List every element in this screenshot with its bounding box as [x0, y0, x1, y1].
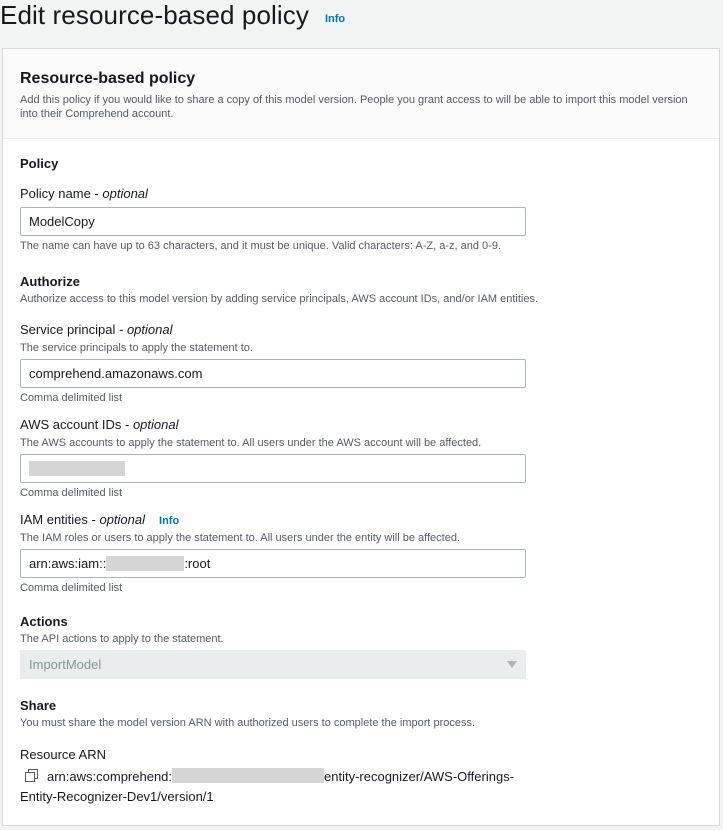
actions-heading: Actions: [20, 614, 68, 629]
iam-entities-hint: Comma delimited list: [20, 582, 123, 594]
actions-description: The API actions to apply to the statement.: [20, 633, 224, 645]
page-title: Edit resource-based policy: [0, 0, 309, 30]
redacted-account-id: [29, 461, 125, 476]
account-ids-hint: Comma delimited list: [20, 487, 123, 499]
account-ids-input[interactable]: [20, 454, 526, 483]
page-header: [0, 0, 723, 36]
panel-header: [3, 49, 719, 139]
authorize-heading: Authorize: [20, 274, 80, 289]
policy-heading: Policy: [20, 156, 59, 171]
service-principal-input[interactable]: comprehend.amazonaws.com: [20, 359, 526, 388]
policy-name-label: Policy name - optional: [20, 186, 148, 201]
resource-arn-value-line2: Entity-Recognizer-Dev1/version/1: [20, 789, 214, 804]
panel-description-line2: into their Comprehend account.: [20, 108, 174, 120]
panel-description: [20, 93, 702, 121]
copy-icon[interactable]: [25, 769, 39, 783]
service-principal-description: The service principals to apply the statement to.: [20, 342, 253, 354]
redacted-iam-account: [106, 556, 184, 571]
service-principal-hint: Comma delimited list: [20, 392, 123, 404]
page-info-link[interactable]: Info: [324, 13, 346, 25]
iam-entities-description: The IAM roles or users to apply the statement to. All users under the entity will be affected.: [20, 532, 461, 544]
policy-name-input[interactable]: ModelCopy: [20, 207, 526, 236]
share-heading: Share: [20, 698, 57, 713]
resource-arn-label: Resource ARN: [20, 747, 106, 762]
share-description: You must share the model version ARN with authorized users to complete the import process.: [20, 717, 476, 729]
resource-arn-value: arn:aws:comprehend: entity-recognizer/AWS-Offerings-: [25, 767, 514, 787]
actions-select[interactable]: ImportModel: [20, 650, 526, 679]
redacted-arn-account: [172, 768, 324, 783]
account-ids-label: AWS account IDs - optional: [20, 417, 179, 432]
panel-description-line1: Add this policy if you would like to share a copy of this model version. People you grant access to will be able to import this model version: [20, 94, 688, 106]
authorize-description: Authorize access to this model version by adding service principals, AWS account IDs, and/or IAM entities.: [20, 293, 539, 305]
policy-name-hint: The name can have up to 63 characters, and it must be unique. Valid characters: A-Z, a-z, and 0-9.: [20, 240, 502, 252]
service-principal-label: Service principal - optional: [20, 322, 173, 337]
resource-policy-panel: [2, 48, 720, 826]
panel-title: Resource-based policy: [20, 70, 196, 87]
iam-entities-info-link[interactable]: Info: [159, 515, 180, 527]
iam-entities-input[interactable]: arn:aws:iam:: :root: [20, 549, 526, 578]
iam-entities-label: IAM entities - optional Info: [20, 512, 180, 527]
account-ids-description: The AWS accounts to apply the statement to. All users under the AWS account will be affected.: [20, 437, 482, 449]
caret-down-icon: [507, 661, 517, 668]
